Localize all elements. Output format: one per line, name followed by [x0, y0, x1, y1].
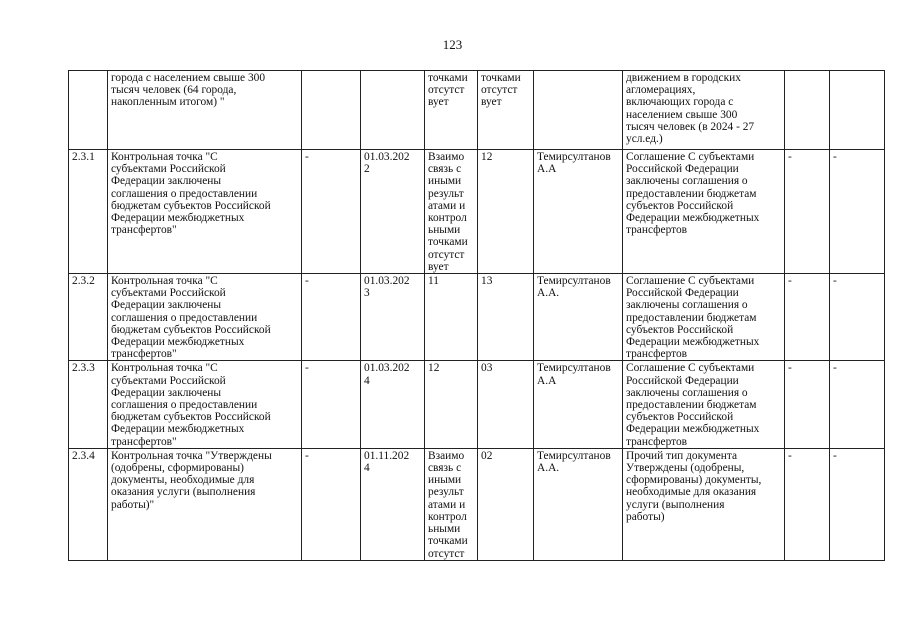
end-date: 01.11.202 4 [361, 448, 425, 560]
relation-cell: 11 [425, 274, 478, 361]
control-point-name: города с населением свыше 300 тысяч человек (64 города, накопленным итогом) " [108, 71, 302, 150]
responsible-person: Темирсултанов А.А [534, 361, 623, 448]
table-row [69, 361, 885, 448]
table-row [69, 71, 885, 150]
responsible-person: Темирсултанов А.А. [534, 448, 623, 560]
table-row [69, 448, 885, 560]
row-number: 2.3.1 [69, 150, 108, 274]
extra-cell-2 [830, 71, 885, 150]
control-point-name: Контрольная точка "С субъектами Российской Федерации заключены соглашения о предоставлении бюджетам субъектов Российской Федерации межбюджетных трансфертов" [108, 361, 302, 448]
extra-cell-2: - [830, 150, 885, 274]
responsible-person [534, 71, 623, 150]
relation-cell: Взаимо связь с иными результ атами и контрол ьными точками отсутст вует [425, 150, 478, 274]
relation-cell: 12 [425, 361, 478, 448]
row-number [69, 71, 108, 150]
extra-cell-2: - [830, 274, 885, 361]
extra-cell-1: - [785, 274, 830, 361]
start-date: - [302, 274, 361, 361]
end-date [361, 71, 425, 150]
extra-cell-1: - [785, 448, 830, 560]
extra-cell-1 [785, 71, 830, 150]
table-row [69, 150, 885, 274]
relation-cell-2: точками отсутст вует [478, 71, 534, 150]
row-number: 2.3.4 [69, 448, 108, 560]
extra-cell-2: - [830, 361, 885, 448]
end-date: 01.03.202 2 [361, 150, 425, 274]
start-date [302, 71, 361, 150]
relation-cell-2: 03 [478, 361, 534, 448]
result-description: Прочий тип документа Утверждены (одобрены, сформированы) документы, необходимые для оказания услуги (выполнения работы) [623, 448, 785, 560]
row-number: 2.3.2 [69, 274, 108, 361]
extra-cell-2: - [830, 448, 885, 560]
start-date: - [302, 361, 361, 448]
control-point-name: Контрольная точка "С субъектами Российской Федерации заключены соглашения о предоставлении бюджетам субъектов Российской Федерации межбюджетных трансфертов" [108, 274, 302, 361]
relation-cell-2: 12 [478, 150, 534, 274]
row-number: 2.3.3 [69, 361, 108, 448]
control-point-name: Контрольная точка "Утверждены (одобрены, сформированы) документы, необходимые для оказания услуги (выполнения работы)" [108, 448, 302, 560]
end-date: 01.03.202 3 [361, 274, 425, 361]
result-description: Соглашение С субъектами Российской Федерации заключены соглашения о предоставлении бюджетам субъектов Российской Федерации межбюджетных трансфертов [623, 274, 785, 361]
responsible-person: Темирсултанов А.А. [534, 274, 623, 361]
result-description: Соглашение С субъектами Российской Федерации заключены соглашения о предоставлении бюджетам субъектов Российской Федерации межбюджетных трансфертов [623, 361, 785, 448]
page-number: 123 [442, 37, 463, 52]
result-description: Соглашение С субъектами Российской Федерации заключены соглашения о предоставлении бюджетам субъектов Российской Федерации межбюджетных трансфертов [623, 150, 785, 274]
relation-cell-2: 13 [478, 274, 534, 361]
extra-cell-1: - [785, 150, 830, 274]
start-date: - [302, 150, 361, 274]
control-point-name: Контрольная точка "С субъектами Российской Федерации заключены соглашения о предоставлении бюджетам субъектов Российской Федерации межбюджетных трансфертов" [108, 150, 302, 274]
result-description: движением в городских агломерациях, включающих города с населением свыше 300 тысяч человек (в 2024 - 27 усл.ед.) [623, 71, 785, 150]
table-row [69, 274, 885, 361]
start-date: - [302, 448, 361, 560]
extra-cell-1: - [785, 361, 830, 448]
end-date: 01.03.202 4 [361, 361, 425, 448]
responsible-person: Темирсултанов А.А [534, 150, 623, 274]
relation-cell-2: 02 [478, 448, 534, 560]
relation-cell: точками отсутст вует [425, 71, 478, 150]
relation-cell: Взаимо связь с иными результ атами и контрол ьными точками отсутст [425, 448, 478, 560]
control-points-table [68, 70, 885, 561]
